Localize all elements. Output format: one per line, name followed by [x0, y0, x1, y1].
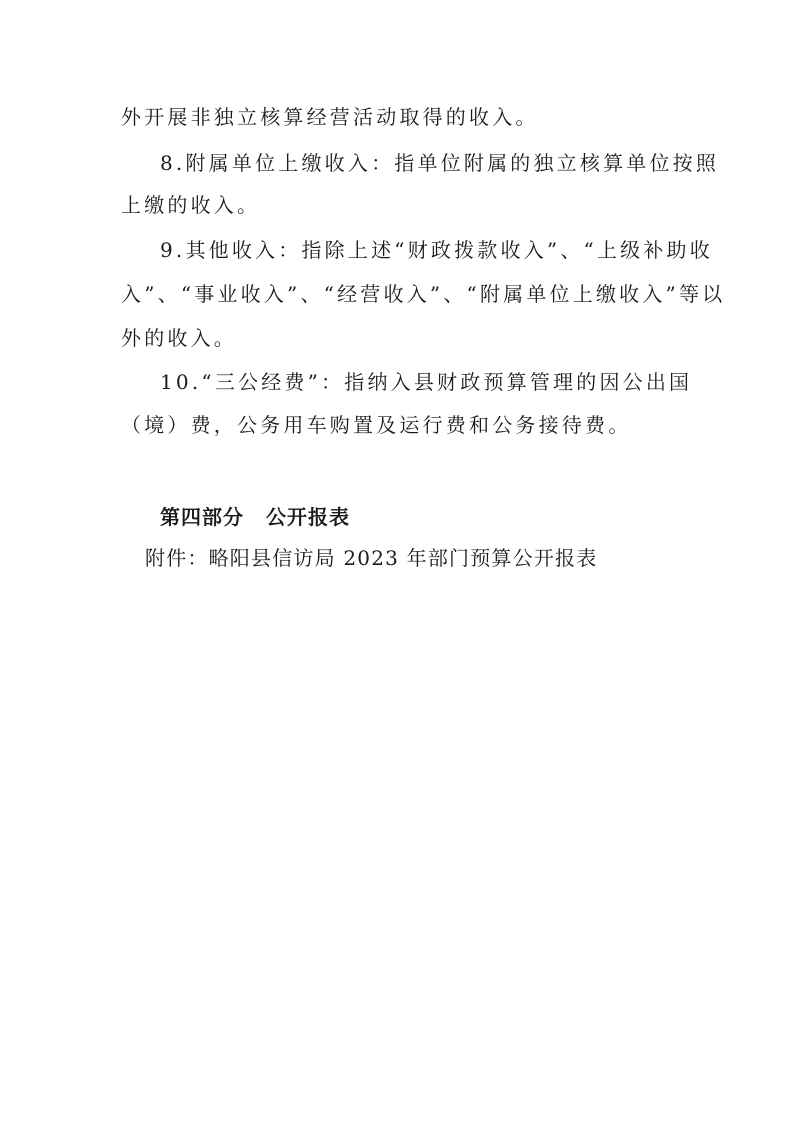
item-9-line: 9.其他收入：指除上述“财政拨款收入”、“上级补助收 [160, 238, 713, 262]
paragraph-line: 外的收入。 [121, 326, 237, 350]
section-part: 第四部分 [160, 505, 244, 529]
section-heading [160, 504, 350, 530]
paragraph-line: 上缴的收入。 [121, 193, 261, 217]
paragraph-line: 外开展非独立核算经营活动取得的收入。 [121, 105, 539, 129]
attachment-line: 附件：略阳县信访局 2023 年部门预算公开报表 [145, 546, 598, 570]
section-title: 公开报表 [266, 505, 350, 529]
item-10-line: 10.“三公经费”：指纳入县财政预算管理的因公出国 [160, 370, 693, 394]
item-8-line: 8.附属单位上缴收入：指单位附属的独立核算单位按照 [160, 151, 720, 175]
paragraph-line: （境）费，公务用车购置及运行费和公务接待费。 [121, 413, 632, 437]
paragraph-line: 入”、“事业收入”、“经营收入”、“附属单位上缴收入”等以 [121, 282, 726, 306]
